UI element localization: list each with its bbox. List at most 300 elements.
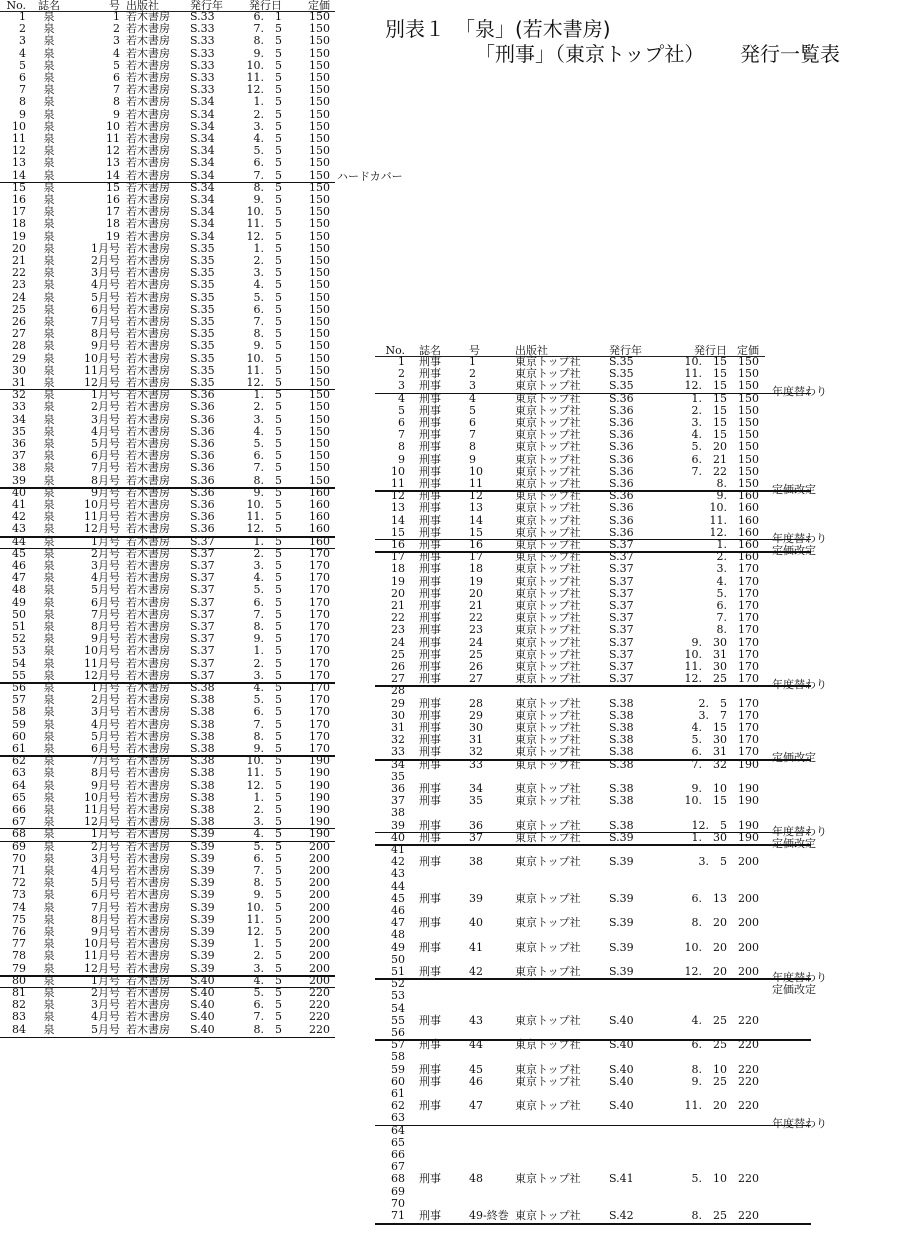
- cell-date: 8. 5: [253, 180, 282, 194]
- cell-publisher: 東京トップ社: [515, 525, 581, 539]
- cell-date: 1. 5: [253, 790, 282, 804]
- cell-date: 2. 5: [253, 803, 282, 816]
- cell-issue: 5: [469, 403, 476, 417]
- cell-title: 刑事: [419, 611, 441, 625]
- cell-price: 220: [738, 1209, 759, 1222]
- cell-year: S.39: [190, 949, 215, 963]
- cell-year: S.38: [609, 696, 634, 710]
- cell-price: 150: [309, 229, 330, 243]
- cell-date: 3. 5: [253, 266, 282, 280]
- cell-title: 刑事: [419, 489, 441, 503]
- cell-publisher: 若木書房: [126, 803, 170, 816]
- annotation-note: 年度替わり: [772, 971, 827, 984]
- table-row: [0, 878, 335, 888]
- annotation-note: 定価改定: [772, 751, 816, 765]
- cell-price: 160: [309, 522, 330, 536]
- cell-price: 170: [309, 705, 330, 719]
- cell-publisher: 若木書房: [126, 693, 170, 707]
- cell-year: S.39: [190, 864, 215, 877]
- cell-issue: 12月号: [84, 668, 120, 682]
- cell-title: 泉: [43, 534, 55, 548]
- annotation-note: 定価改定: [772, 544, 816, 557]
- cell-no: 68: [391, 1172, 405, 1186]
- cell-price: 150: [309, 46, 330, 60]
- cell-year: S.40: [609, 1074, 634, 1088]
- cell-publisher: 東京トップ社: [515, 830, 581, 844]
- cell-no: 65: [391, 1135, 405, 1149]
- cell-title: 泉: [43, 376, 55, 389]
- cell-year: S.37: [609, 672, 634, 686]
- table-row: [375, 357, 765, 367]
- table-row: [0, 683, 335, 693]
- cell-year: S.36: [190, 510, 215, 524]
- cell-year: S.39: [609, 916, 634, 930]
- cell-publisher: 若木書房: [126, 449, 170, 463]
- cell-no: 62: [12, 754, 26, 768]
- table-row: [0, 973, 335, 987]
- cell-issue: 18: [106, 217, 120, 231]
- header-year: 発行年: [190, 0, 223, 12]
- cell-no: 62: [391, 1099, 405, 1113]
- cell-issue: 26: [469, 660, 483, 673]
- cell-date: 5. 5: [253, 839, 282, 853]
- cell-year: S.34: [190, 229, 215, 243]
- cell-no: 30: [391, 708, 405, 722]
- cell-title: 泉: [43, 705, 55, 719]
- cell-no: 74: [12, 900, 26, 914]
- cell-price: 160: [738, 525, 759, 539]
- cell-year: S.40: [190, 998, 215, 1012]
- cell-title: 泉: [43, 827, 55, 841]
- cell-publisher: 東京トップ社: [515, 794, 581, 808]
- cell-no: 70: [12, 851, 26, 865]
- cell-price: 170: [309, 681, 330, 694]
- cell-year: S.39: [190, 961, 215, 975]
- header-year: 発行年: [609, 344, 642, 357]
- cell-price: 150: [309, 412, 330, 426]
- cell-no: 52: [391, 977, 405, 991]
- cell-title: 泉: [43, 327, 55, 341]
- cell-year: S.39: [190, 827, 215, 841]
- annotation-note: 年度替わり: [772, 1117, 827, 1131]
- title-line-1: 別表１ 「泉」(若木書房): [385, 17, 611, 41]
- table-row: [375, 879, 765, 893]
- table-row: [375, 769, 765, 783]
- cell-no: 45: [391, 891, 405, 905]
- table-row: [375, 613, 765, 623]
- cell-issue: 1月号: [91, 534, 120, 548]
- cell-issue: 10: [469, 464, 483, 478]
- table-row: [0, 634, 335, 644]
- cell-year: S.37: [190, 571, 215, 585]
- cell-no: 36: [12, 437, 26, 450]
- cell-year: S.40: [190, 973, 215, 987]
- cell-date: 7. 5: [253, 315, 282, 328]
- cell-publisher: 東京トップ社: [515, 660, 581, 673]
- cell-publisher: 若木書房: [126, 973, 170, 987]
- cell-publisher: 東京トップ社: [515, 721, 581, 734]
- cell-title: 泉: [43, 400, 55, 414]
- cell-year: S.34: [190, 119, 215, 133]
- cell-title: 刑事: [419, 403, 441, 417]
- cell-issue: 29: [469, 708, 483, 722]
- cell-issue: 3月号: [91, 266, 120, 280]
- cell-publisher: 若木書房: [126, 742, 170, 755]
- table-row: [375, 1089, 765, 1099]
- cell-publisher: 若木書房: [126, 1022, 170, 1036]
- cell-no: 25: [391, 647, 405, 661]
- cell-issue: 6月号: [91, 888, 120, 902]
- table-row: [375, 442, 765, 452]
- table-row: [0, 817, 335, 827]
- cell-date: 4. 5: [253, 278, 282, 292]
- cell-price: 170: [309, 607, 330, 621]
- cell-date: 4. 15: [691, 428, 727, 442]
- cell-year: S.35: [190, 327, 215, 341]
- cell-no: 82: [12, 998, 26, 1012]
- cell-issue: 42: [469, 965, 483, 978]
- cell-no: 22: [391, 611, 405, 625]
- cell-publisher: 若木書房: [126, 864, 170, 877]
- cell-date: 6. 21: [691, 452, 727, 466]
- keiji-table: [375, 345, 775, 1235]
- cell-publisher: 東京トップ社: [515, 403, 581, 417]
- cell-no: 2: [19, 22, 26, 36]
- cell-year: S.36: [190, 412, 215, 426]
- cell-date: 9.: [716, 489, 727, 503]
- cell-price: 150: [738, 391, 759, 405]
- cell-publisher: 若木書房: [126, 241, 170, 255]
- table-row: [0, 595, 335, 609]
- cell-price: 160: [738, 550, 759, 564]
- cell-publisher: 東京トップ社: [515, 367, 581, 381]
- cell-date: 9. 5: [253, 339, 282, 353]
- cell-price: 190: [309, 754, 330, 768]
- cell-year: S.38: [190, 681, 215, 694]
- table-row: [0, 329, 335, 339]
- cell-no: 59: [391, 1062, 405, 1076]
- cell-no: 56: [391, 1026, 405, 1039]
- cell-price: 150: [309, 278, 330, 292]
- cell-issue: 15: [106, 180, 120, 194]
- cell-year: S.39: [609, 891, 634, 905]
- table-row: [375, 723, 765, 733]
- table-row: [0, 646, 335, 656]
- table-row: [0, 534, 335, 548]
- cell-year: S.38: [190, 778, 215, 792]
- cell-no: 46: [391, 904, 405, 917]
- cell-issue: 4月号: [91, 278, 120, 292]
- cell-year: S.38: [190, 815, 215, 829]
- cell-date: 8. 5: [253, 327, 282, 341]
- cell-issue: 9: [113, 107, 120, 121]
- cell-no: 37: [391, 794, 405, 808]
- cell-year: S.35: [609, 355, 634, 368]
- cell-issue: 11月号: [84, 510, 120, 524]
- cell-date: 1. 15: [691, 391, 727, 405]
- cell-title: 泉: [43, 83, 55, 97]
- cell-issue: 9月号: [91, 925, 120, 938]
- cell-no: 4: [19, 46, 26, 60]
- cell-no: 50: [12, 607, 26, 621]
- table-row: [0, 119, 335, 133]
- cell-price: 150: [309, 351, 330, 365]
- cell-date: 4. 5: [253, 973, 282, 987]
- table-row: [375, 564, 765, 574]
- cell-no: 54: [391, 1001, 405, 1015]
- cell-price: 150: [309, 315, 330, 328]
- cell-title: 泉: [43, 949, 55, 963]
- cell-title: 泉: [43, 205, 55, 219]
- cell-price: 160: [309, 510, 330, 524]
- cell-issue: 4月号: [91, 1010, 120, 1024]
- cell-price: 150: [309, 473, 330, 487]
- cell-date: 11. 5: [246, 71, 282, 84]
- cell-year: S.41: [609, 1172, 634, 1186]
- cell-publisher: 若木書房: [126, 839, 170, 853]
- cell-publisher: 東京トップ社: [515, 501, 581, 515]
- table-row: [0, 451, 335, 461]
- cell-date: 12. 15: [684, 379, 727, 393]
- table-row: [375, 857, 765, 867]
- cell-title: 泉: [43, 46, 55, 60]
- cell-title: 泉: [43, 217, 55, 231]
- cell-no: 50: [391, 952, 405, 966]
- cell-issue: 3: [469, 379, 476, 393]
- cell-year: S.42: [609, 1209, 634, 1222]
- cell-date: 9. 25: [691, 1074, 727, 1088]
- cell-no: 67: [391, 1160, 405, 1174]
- table-row: [375, 967, 765, 977]
- cell-title: 泉: [43, 620, 55, 633]
- cell-price: 200: [738, 965, 759, 978]
- cell-publisher: 若木書房: [126, 327, 170, 341]
- cell-no: 24: [391, 635, 405, 649]
- cell-price: 220: [738, 1099, 759, 1113]
- row-divider: [375, 832, 811, 833]
- cell-issue: 2: [469, 367, 476, 381]
- cell-date: 3. 7: [698, 708, 727, 722]
- cell-date: 7. 5: [253, 864, 282, 877]
- cell-publisher: 若木書房: [126, 10, 170, 23]
- cell-no: 41: [391, 843, 405, 856]
- cell-date: 4. 15: [691, 721, 727, 734]
- table-row: [0, 241, 335, 255]
- cell-date: 12. 5: [246, 778, 282, 792]
- cell-publisher: 若木書房: [126, 34, 170, 48]
- cell-no: 32: [391, 733, 405, 747]
- cell-no: 12: [12, 144, 26, 158]
- cell-year: S.39: [190, 937, 215, 951]
- table-row: [0, 561, 335, 571]
- cell-no: 28: [12, 339, 26, 353]
- row-divider: [0, 755, 335, 757]
- cell-issue: 7月号: [91, 607, 120, 621]
- cell-issue: 48: [469, 1172, 483, 1186]
- cell-year: S.34: [190, 205, 215, 219]
- cell-date: 5. 5: [253, 144, 282, 158]
- cell-price: 170: [738, 696, 759, 710]
- table-row: [0, 180, 335, 194]
- cell-date: 1. 5: [253, 388, 282, 402]
- cell-title: 刑事: [419, 855, 441, 869]
- cell-publisher: 若木書房: [126, 205, 170, 219]
- cell-price: 170: [309, 693, 330, 707]
- table-row: [375, 503, 765, 513]
- cell-publisher: 若木書房: [126, 266, 170, 280]
- cell-date: 6. 5: [253, 595, 282, 609]
- cell-issue: 19: [469, 574, 483, 588]
- cell-price: 170: [309, 583, 330, 597]
- cell-date: 12. 5: [246, 925, 282, 938]
- table-row: [0, 207, 335, 217]
- cell-publisher: 若木書房: [126, 705, 170, 719]
- table-row: [0, 424, 335, 438]
- cell-price: 200: [309, 937, 330, 951]
- cell-price: 150: [309, 461, 330, 475]
- cell-issue: 11月号: [84, 656, 120, 670]
- table-row: [0, 302, 335, 316]
- table-row: [375, 464, 765, 478]
- cell-issue: 6月号: [91, 742, 120, 755]
- cell-title: 泉: [43, 766, 55, 780]
- cell-no: 26: [391, 660, 405, 673]
- row-divider: [0, 975, 335, 977]
- cell-date: 1. 5: [253, 95, 282, 109]
- cell-title: 泉: [43, 107, 55, 121]
- cell-publisher: 若木書房: [126, 717, 170, 731]
- cell-issue: 1月号: [91, 241, 120, 255]
- cell-price: 200: [309, 973, 330, 987]
- cell-publisher: 東京トップ社: [515, 440, 581, 454]
- annotation-note: 年度替わり: [772, 385, 827, 399]
- cell-no: 9: [398, 452, 405, 466]
- cell-issue: 14: [106, 168, 120, 182]
- table-row: [375, 525, 765, 539]
- cell-no: 79: [12, 961, 26, 975]
- cell-year: S.37: [609, 538, 634, 551]
- cell-no: 64: [391, 1123, 405, 1137]
- cell-date: 1. 5: [253, 937, 282, 951]
- cell-publisher: 東京トップ社: [515, 708, 581, 722]
- cell-publisher: 東京トップ社: [515, 1209, 581, 1222]
- cell-title: 刑事: [419, 477, 441, 490]
- cell-title: 泉: [43, 1022, 55, 1036]
- cell-issue: 10月号: [84, 351, 120, 365]
- cell-publisher: 若木書房: [126, 424, 170, 438]
- cell-title: 泉: [43, 803, 55, 816]
- cell-title: 泉: [43, 412, 55, 426]
- cell-title: 泉: [43, 571, 55, 585]
- table-row: [375, 991, 765, 1001]
- cell-year: S.36: [190, 449, 215, 463]
- table-row: [375, 601, 765, 611]
- cell-title: 刑事: [419, 562, 441, 576]
- cell-year: S.39: [190, 912, 215, 926]
- cell-year: S.36: [190, 485, 215, 499]
- row-divider: [0, 389, 335, 390]
- table-row: [0, 268, 335, 278]
- cell-publisher: 東京トップ社: [515, 611, 581, 625]
- cell-title: 刑事: [419, 379, 441, 393]
- cell-title: 泉: [43, 266, 55, 280]
- cell-date: 10. 31: [684, 647, 727, 661]
- cell-publisher: 東京トップ社: [515, 647, 581, 661]
- cell-year: S.34: [190, 193, 215, 206]
- header-issue: 号: [109, 0, 120, 12]
- cell-title: 刑事: [419, 367, 441, 381]
- table-row: [0, 707, 335, 717]
- cell-date: 10. 20: [684, 940, 727, 954]
- cell-publisher: 東京トップ社: [515, 757, 581, 771]
- table-row: [0, 790, 335, 804]
- cell-issue: 2月号: [91, 986, 120, 999]
- table-bottom-rule: [375, 1223, 811, 1225]
- cell-publisher: 若木書房: [126, 1010, 170, 1024]
- cell-title: 泉: [43, 144, 55, 158]
- cell-year: S.35: [190, 315, 215, 328]
- table-row: [375, 845, 765, 855]
- cell-date: 4. 5: [253, 571, 282, 585]
- cell-no: 43: [12, 522, 26, 536]
- cell-year: S.35: [190, 254, 215, 267]
- cell-issue: 17: [469, 550, 483, 564]
- cell-publisher: 東京トップ社: [515, 489, 581, 503]
- cell-issue: 3月号: [91, 412, 120, 426]
- cell-price: 150: [738, 379, 759, 393]
- table-row: [0, 473, 335, 487]
- cell-no: 29: [391, 696, 405, 710]
- cell-title: 泉: [43, 229, 55, 243]
- cell-title: 泉: [43, 595, 55, 609]
- cell-date: 9. 5: [253, 888, 282, 902]
- table-row: [0, 378, 335, 388]
- cell-title: 泉: [43, 34, 55, 48]
- cell-year: S.36: [609, 428, 634, 442]
- cell-title: 刑事: [419, 1099, 441, 1113]
- cell-price: 160: [738, 513, 759, 527]
- cell-issue: 24: [469, 635, 483, 649]
- cell-issue: 10月号: [84, 498, 120, 511]
- cell-price: 150: [309, 34, 330, 48]
- cell-no: 7: [398, 428, 405, 442]
- cell-issue: 9月号: [91, 778, 120, 792]
- cell-no: 72: [12, 876, 26, 890]
- cell-year: S.37: [190, 668, 215, 682]
- cell-issue: 4月号: [91, 864, 120, 877]
- table-row: [375, 686, 765, 696]
- cell-date: 5. 5: [253, 986, 282, 999]
- cell-issue: 21: [469, 599, 483, 612]
- cell-title: 泉: [43, 839, 55, 853]
- cell-no: 68: [12, 827, 26, 841]
- table-row: [0, 939, 335, 949]
- cell-date: 8.: [716, 477, 727, 490]
- cell-year: S.38: [609, 782, 634, 795]
- cell-price: 150: [309, 107, 330, 121]
- cell-issue: 43: [469, 1013, 483, 1027]
- cell-title: 刑事: [419, 538, 441, 551]
- table-row: [0, 756, 335, 766]
- cell-no: 31: [12, 376, 26, 389]
- table-row: [375, 918, 765, 928]
- cell-issue: 49-終巻: [469, 1209, 509, 1222]
- cell-date: 5. 5: [253, 583, 282, 597]
- cell-publisher: 東京トップ社: [515, 599, 581, 612]
- table-row: [0, 890, 335, 900]
- cell-year: S.36: [609, 489, 634, 503]
- table-row: [0, 195, 335, 205]
